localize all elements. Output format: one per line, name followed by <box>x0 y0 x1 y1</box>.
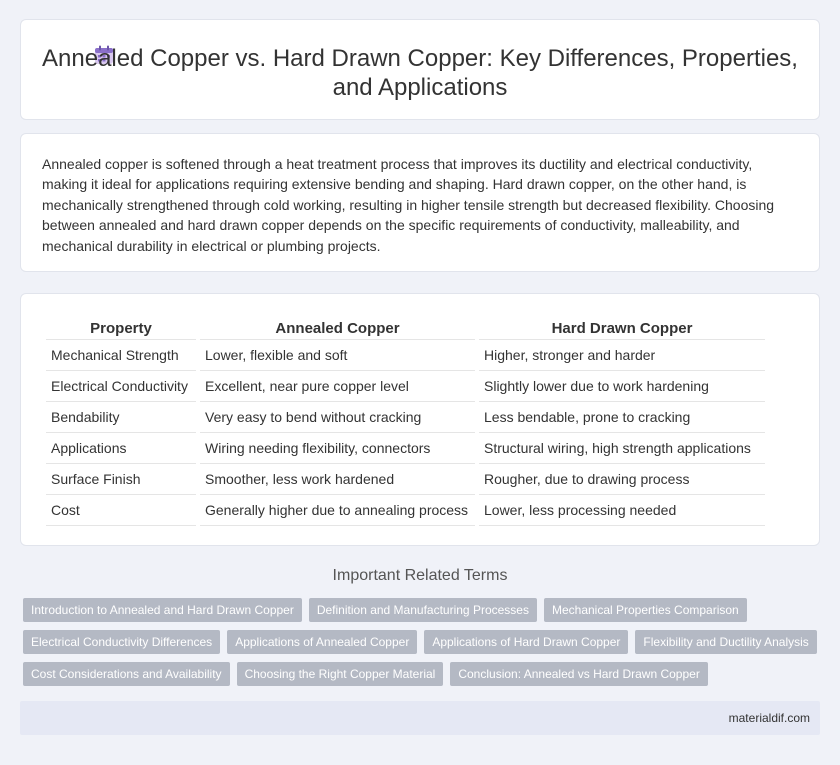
related-term-tag[interactable]: Definition and Manufacturing Processes <box>309 598 537 622</box>
related-term-tag[interactable]: Introduction to Annealed and Hard Drawn Copper <box>23 598 302 622</box>
table-cell: Surface Finish <box>46 464 196 495</box>
table-cell: Very easy to bend without cracking <box>200 402 475 433</box>
header-annealed: Annealed Copper <box>200 314 475 340</box>
header-card <box>20 19 820 120</box>
table-cell: Lower, less processing needed <box>479 495 765 526</box>
table-cell: Slightly lower due to work hardening <box>479 371 765 402</box>
related-term-tag[interactable]: Choosing the Right Copper Material <box>237 662 444 686</box>
related-term-tag[interactable]: Applications of Annealed Copper <box>227 630 417 654</box>
table-cell: Smoother, less work hardened <box>200 464 475 495</box>
table-cell: Less bendable, prone to cracking <box>479 402 765 433</box>
table-cell: Electrical Conductivity <box>46 371 196 402</box>
table-cell: Generally higher due to annealing process <box>200 495 475 526</box>
table-header-row <box>46 314 765 340</box>
related-term-tag[interactable]: Flexibility and Ductility Analysis <box>635 630 816 654</box>
related-term-tag[interactable]: Applications of Hard Drawn Copper <box>424 630 628 654</box>
page-title: Annealed Copper vs. Hard Drawn Copper: Key Differences, Properties, and Applications <box>42 45 798 101</box>
table-row <box>46 433 765 464</box>
table-row <box>46 495 765 526</box>
related-term-tag[interactable]: Cost Considerations and Availability <box>23 662 230 686</box>
table-cell: Cost <box>46 495 196 526</box>
table-cell: Lower, flexible and soft <box>200 340 475 371</box>
intro-card <box>20 133 820 272</box>
related-term-tag[interactable]: Conclusion: Annealed vs Hard Drawn Copper <box>450 662 707 686</box>
comparison-table <box>42 314 769 526</box>
table-cell: Mechanical Strength <box>46 340 196 371</box>
table-cell: Structural wiring, high strength applications <box>479 433 765 464</box>
related-term-tag[interactable]: Electrical Conductivity Differences <box>23 630 220 654</box>
table-cell: Higher, stronger and harder <box>479 340 765 371</box>
table-cell: Bendability <box>46 402 196 433</box>
related-terms-heading: Important Related Terms <box>332 567 508 584</box>
related-terms-list <box>23 598 823 686</box>
header-property: Property <box>46 314 196 340</box>
table-cell: Wiring needing flexibility, connectors <box>200 433 475 464</box>
table-row <box>46 371 765 402</box>
comparison-card <box>20 293 820 546</box>
table-cell: Rougher, due to drawing process <box>479 464 765 495</box>
intro-paragraph: Annealed copper is softened through a heat treatment process that improves its ductility and electrical conductivity, making it ideal for applications requiring extensive bending and shaping. Hard drawn copper, on the other hand, is mechanically strengthened through cold working, resulting in higher tensile strength but decreased flexibility. Choosing between annealed and hard drawn copper depends on the specific requirements of conductivity, malleability, and mechanical durability in electrical or plumbing projects. <box>42 156 775 254</box>
related-term-tag[interactable]: Mechanical Properties Comparison <box>544 598 747 622</box>
table-cell: Applications <box>46 433 196 464</box>
table-row <box>46 464 765 495</box>
table-cell: Excellent, near pure copper level <box>200 371 475 402</box>
footer-site-link[interactable]: materialdif.com <box>728 711 810 725</box>
footer <box>20 701 820 735</box>
table-row <box>46 340 765 371</box>
header-hard-drawn: Hard Drawn Copper <box>479 314 765 340</box>
table-row <box>46 402 765 433</box>
